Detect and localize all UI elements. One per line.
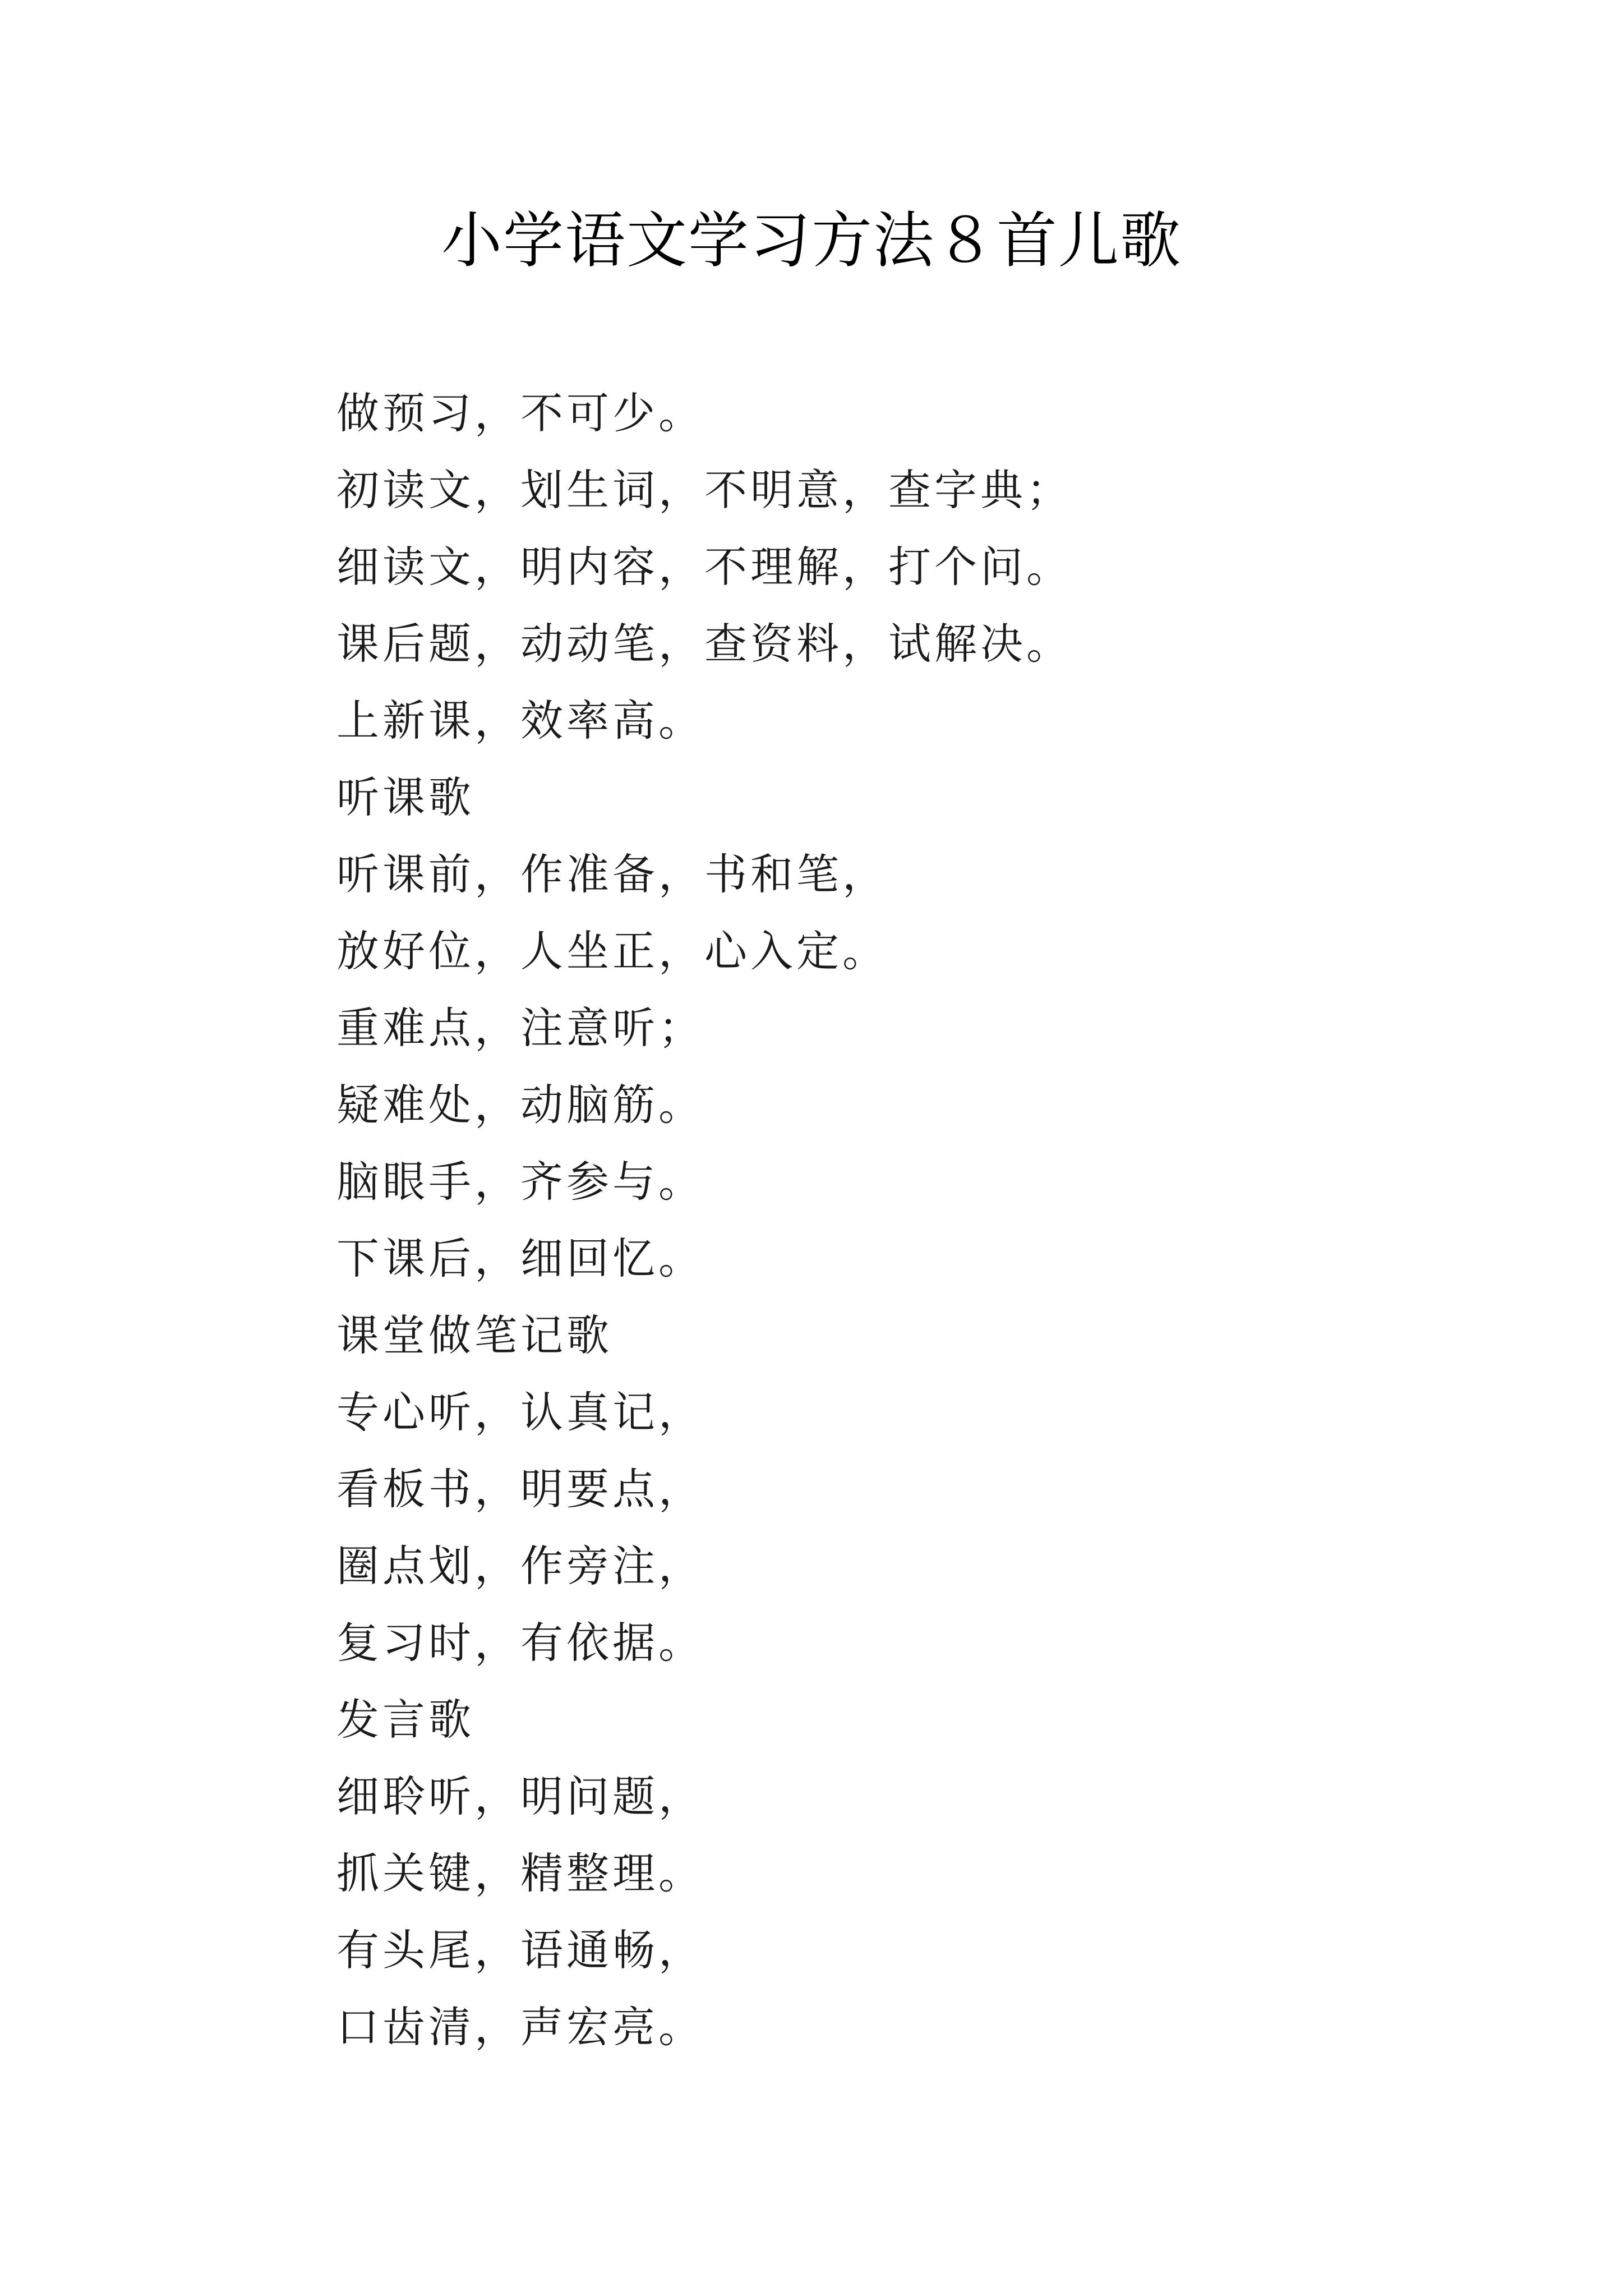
text-line: 细聆听，明问题， <box>336 1772 704 1821</box>
text-line: 圈点划，作旁注， <box>336 1541 704 1591</box>
text-line: 初读文，划生词，不明意，查字典； <box>336 465 1072 515</box>
section-heading: 听课歌 <box>336 772 474 822</box>
text-line: 重难点，注意听； <box>336 1003 704 1053</box>
text-line: 细读文，明内容，不理解，打个问。 <box>336 542 1072 592</box>
text-line: 复习时，有依据。 <box>336 1618 704 1668</box>
section-heading: 课堂做笔记歌 <box>336 1310 612 1360</box>
text-line: 脑眼手，齐参与。 <box>336 1157 704 1207</box>
section-heading: 发言歌 <box>336 1695 474 1745</box>
text-line: 课后题，动动笔，查资料，试解决。 <box>336 619 1072 669</box>
text-line: 抓关键，精整理。 <box>336 1848 704 1898</box>
text-line: 专心听，认真记， <box>336 1387 704 1437</box>
text-line: 放好位，人坐正，心入定。 <box>336 926 888 976</box>
text-line: 听课前，作准备，书和笔， <box>336 849 888 899</box>
text-line: 下课后，细回忆。 <box>336 1234 704 1283</box>
text-line: 口齿清，声宏亮。 <box>336 2002 704 2052</box>
page-title: 小学语文学习方法８首儿歌 <box>441 206 1182 276</box>
text-line: 做预习，不可少。 <box>336 388 704 438</box>
text-line: 上新课，效率高。 <box>336 696 704 746</box>
text-line: 有头尾，语通畅， <box>336 1925 704 1975</box>
document-body <box>336 375 1514 2065</box>
text-line: 看板书，明要点， <box>336 1464 704 1514</box>
text-line: 疑难处，动脑筋。 <box>336 1080 704 1130</box>
